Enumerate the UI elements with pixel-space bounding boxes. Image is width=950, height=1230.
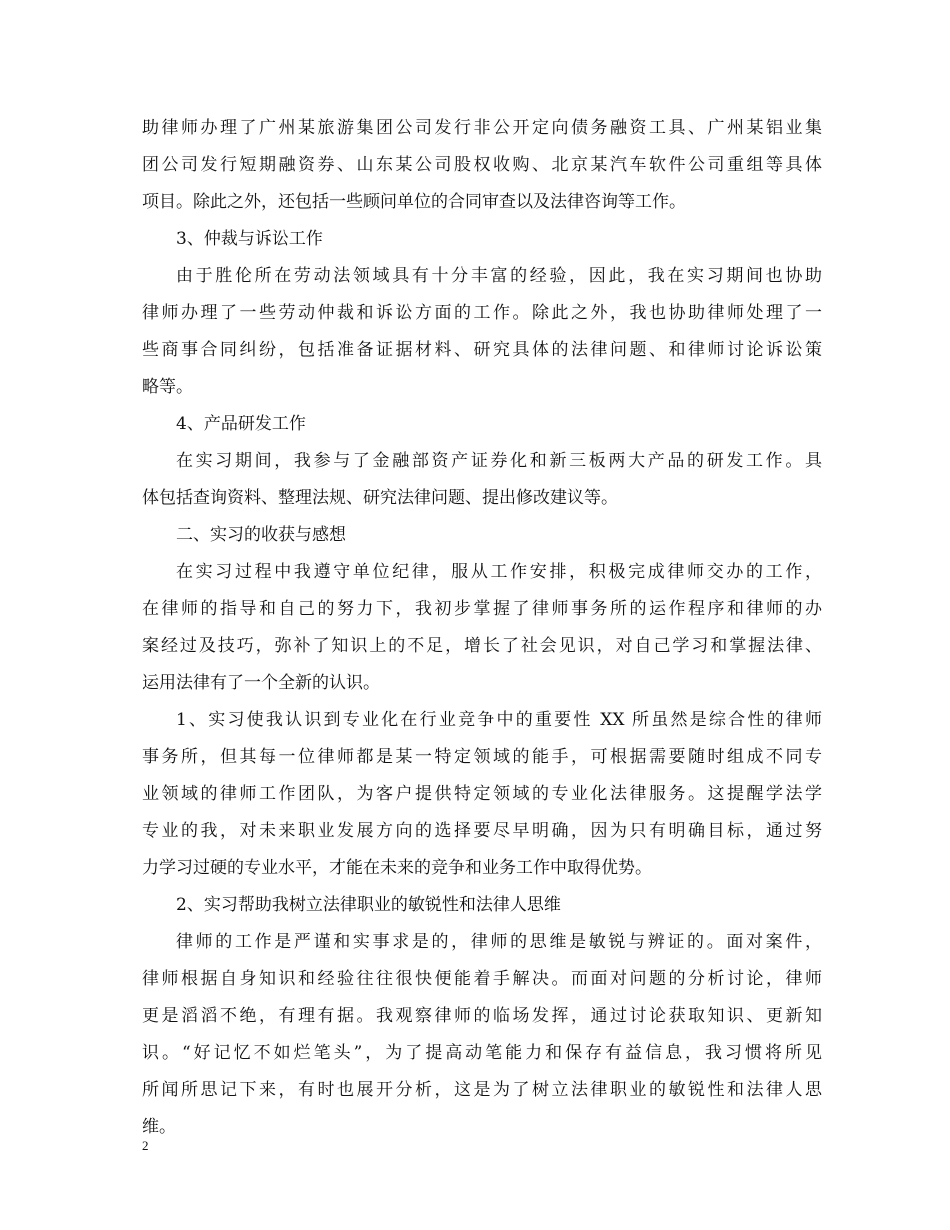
- paragraph-line: 律师办理了一些劳动仲裁和诉讼方面的工作。除此之外，我也协助律师处理了一: [142, 303, 822, 323]
- paragraph-line: 律师的工作是严谨和实事求是的，律师的思维是敏锐与辨证的。面对案件，: [176, 932, 822, 952]
- page-number: 2: [142, 1138, 149, 1153]
- paragraph-line: 业领域的律师工作团队，为客户提供特定领域的专业化法律服务。这提醒学法学: [142, 784, 822, 804]
- paragraph-line: 在实习过程中我遵守单位纪律，服从工作安排，积极完成律师交办的工作，: [176, 562, 822, 582]
- paragraph-line: 力学习过硬的专业水平，才能在未来的竞争和业务工作中取得优势。: [142, 858, 652, 878]
- section-heading: 二、实习的收获与感想: [176, 525, 346, 545]
- paragraph-line: 些商事合同纠纷，包括准备证据材料、研究具体的法律问题、和律师讨论诉讼策: [142, 340, 822, 360]
- paragraph-line: 项目。除此之外，还包括一些顾问单位的合同审查以及法律咨询等工作。: [142, 192, 686, 212]
- paragraph-line: 在律师的指导和自己的努力下，我初步掌握了律师事务所的运作程序和律师的办: [142, 599, 822, 619]
- paragraph-line: 团公司发行短期融资券、山东某公司股权收购、北京某汽车软件公司重组等具体: [142, 155, 822, 175]
- document-body: [142, 110, 822, 1146]
- paragraph-line: 事务所，但其每一位律师都是某一特定领域的能手，可根据需要随时组成不同专: [142, 747, 822, 767]
- paragraph-line: 更是滔滔不绝，有理有据。我观察律师的临场发挥，通过讨论获取知识、更新知: [142, 1006, 822, 1026]
- paragraph-line: 略等。: [142, 377, 193, 397]
- paragraph-line: 律师根据自身知识和经验往往很快便能着手解决。而面对问题的分析讨论，律师: [142, 969, 822, 989]
- paragraph-line: 1、实习使我认识到专业化在行业竞争中的重要性 XX 所虽然是综合性的律师: [176, 710, 822, 730]
- paragraph-line: 助律师办理了广州某旅游集团公司发行非公开定向债务融资工具、广州某铝业集: [142, 118, 822, 138]
- paragraph-line: 由于胜伦所在劳动法领域具有十分丰富的经验，因此，我在实习期间也协助: [176, 266, 822, 286]
- paragraph-line: 识。“好记忆不如烂笔头”，为了提高动笔能力和保存有益信息，我习惯将所见: [142, 1043, 822, 1063]
- section-heading: 4、产品研发工作: [176, 414, 306, 434]
- paragraph-line: 在实习期间，我参与了金融部资产证券化和新三板两大产品的研发工作。具: [176, 451, 822, 471]
- paragraph-line: 体包括查询资料、整理法规、研究法律问题、提出修改建议等。: [142, 488, 618, 508]
- paragraph-line: 案经过及技巧，弥补了知识上的不足，增长了社会见识，对自己学习和掌握法律、: [142, 636, 822, 656]
- paragraph-line: 所闻所思记下来，有时也展开分析，这是为了树立法律职业的敏锐性和法律人思: [142, 1080, 822, 1100]
- paragraph-line: 运用法律有了一个全新的认识。: [142, 673, 380, 693]
- section-heading: 2、实习帮助我树立法律职业的敏锐性和法律人思维: [176, 895, 561, 915]
- paragraph-line: 专业的我，对未来职业发展方向的选择要尽早明确，因为只有明确目标，通过努: [142, 821, 822, 841]
- paragraph-line: 维。: [142, 1117, 176, 1137]
- section-heading: 3、仲裁与诉讼工作: [176, 229, 323, 249]
